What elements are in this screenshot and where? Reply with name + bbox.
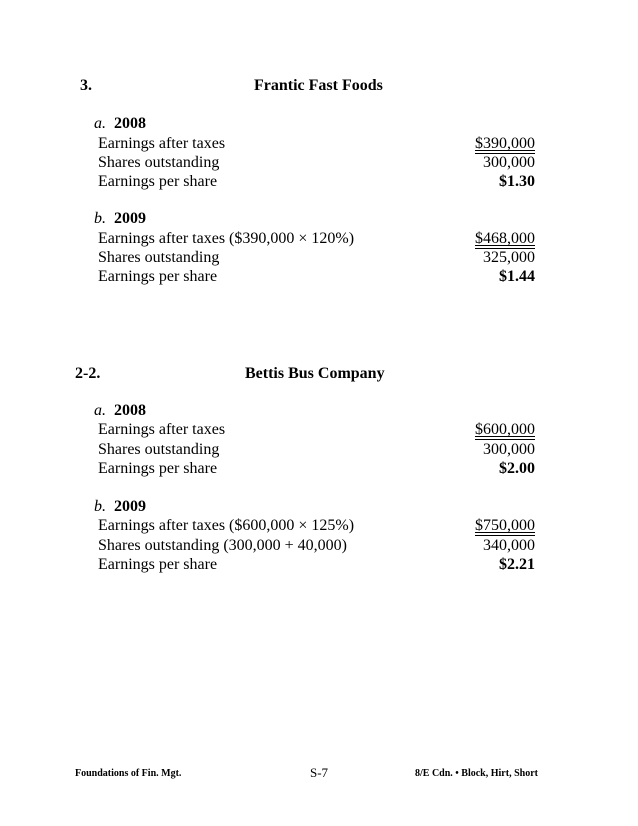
part-heading bbox=[94, 402, 146, 420]
row-value-text: $390,000 bbox=[475, 135, 535, 152]
row-value bbox=[395, 230, 535, 248]
problem-title: Frantic Fast Foods bbox=[254, 77, 383, 94]
row-value: $1.30 bbox=[499, 173, 535, 190]
row-label: Earnings after taxes bbox=[98, 135, 226, 152]
row-value: $2.21 bbox=[499, 556, 535, 573]
page-number: S-7 bbox=[310, 765, 329, 780]
footer-right: 8/E Cdn. • Block, Hirt, Short bbox=[415, 768, 538, 779]
row-label: Earnings per share bbox=[98, 460, 218, 477]
part-year: 2009 bbox=[114, 210, 146, 227]
row-value: 300,000 bbox=[483, 441, 535, 458]
row-label: Earnings per share bbox=[98, 556, 218, 573]
problem-number: 3. bbox=[80, 77, 92, 94]
problem-title: Bettis Bus Company bbox=[245, 365, 385, 382]
part-year: 2008 bbox=[114, 402, 146, 419]
row-value bbox=[395, 517, 535, 535]
row-label: Earnings per share bbox=[98, 173, 218, 190]
row-value: 340,000 bbox=[483, 537, 535, 554]
row-value: $1.44 bbox=[499, 268, 535, 285]
row-value-text: $468,000 bbox=[475, 230, 535, 247]
row-value bbox=[395, 135, 535, 153]
footer-left: Foundations of Fin. Mgt. bbox=[75, 768, 182, 779]
row-label: Shares outstanding bbox=[98, 249, 220, 266]
row-value: 300,000 bbox=[483, 154, 535, 171]
row-label: Shares outstanding bbox=[98, 441, 220, 458]
row-label: Shares outstanding bbox=[98, 154, 220, 171]
part-letter: a. bbox=[94, 402, 106, 419]
part-heading bbox=[94, 210, 146, 228]
row-value-text: $600,000 bbox=[475, 421, 535, 438]
part-heading bbox=[94, 498, 146, 516]
part-letter: b. bbox=[94, 498, 106, 515]
row-value: $2.00 bbox=[499, 460, 535, 477]
part-letter: a. bbox=[94, 115, 106, 132]
part-year: 2008 bbox=[114, 115, 146, 132]
problem-number: 2-2. bbox=[75, 365, 101, 382]
row-value: 325,000 bbox=[483, 249, 535, 266]
part-heading bbox=[94, 115, 146, 133]
row-label: Earnings after taxes bbox=[98, 421, 226, 438]
row-label: Shares outstanding (300,000 + 40,000) bbox=[98, 537, 347, 554]
row-label: Earnings after taxes ($390,000 × 120%) bbox=[98, 230, 355, 247]
row-label: Earnings after taxes ($600,000 × 125%) bbox=[98, 517, 355, 534]
row-label: Earnings per share bbox=[98, 268, 218, 285]
part-letter: b. bbox=[94, 210, 106, 227]
row-value-text: $750,000 bbox=[475, 517, 535, 534]
part-year: 2009 bbox=[114, 498, 146, 515]
row-value bbox=[395, 421, 535, 439]
